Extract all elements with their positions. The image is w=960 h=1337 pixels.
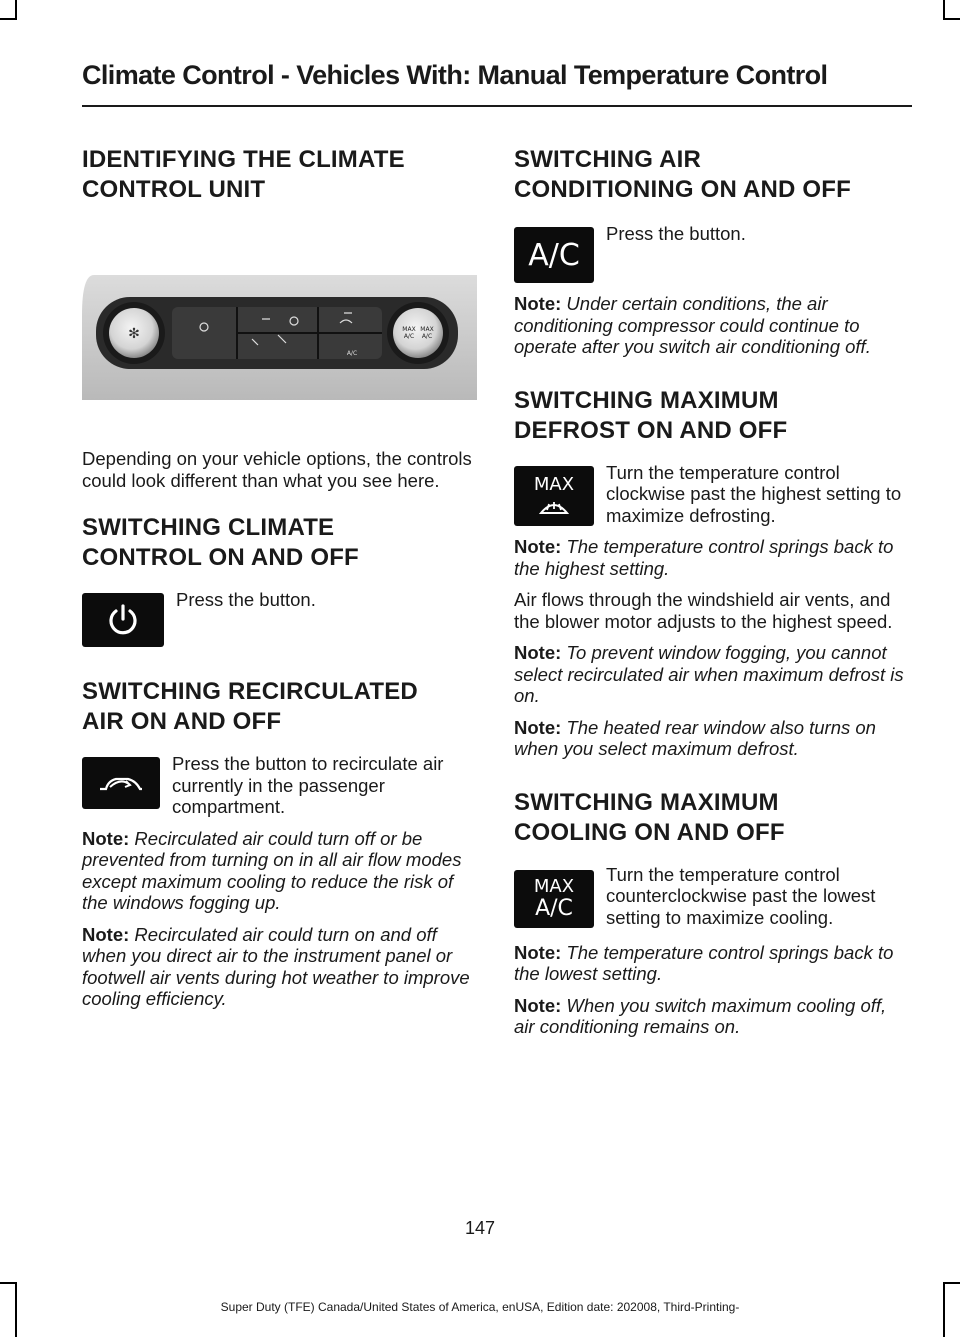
page-number: 147 — [464, 1218, 496, 1238]
crop-mark — [15, 0, 17, 20]
footer-edition-text: Super Duty (TFE) Canada/United States of America, enUSA, Edition date: 202008, Third-Printing- — [220, 1300, 740, 1314]
section-heading-cooling: SWITCHING MAXIMUM COOLING ON AND OFF — [514, 788, 785, 846]
svg-text:✻: ✻ — [128, 326, 140, 342]
defrost-body: Turn the temperature control clockwise past the highest setting to maximize defrosting. — [606, 461, 902, 526]
svg-text:A/C: A/C — [421, 333, 433, 340]
defrost-note-1: Note: The temperature control springs back to the highest setting. — [514, 536, 894, 579]
section-heading-recirc: SWITCHING RECIRCULATED AIR ON AND OFF — [82, 678, 418, 735]
section-heading-ac: SWITCHING AIR CONDITIONING ON AND OFF — [514, 146, 852, 203]
climate-control-panel-illustration — [82, 275, 477, 400]
defrost-para: Air flows through the windshield air vents, and the blower motor adjusts to the highest speed. — [514, 589, 893, 632]
identify-body: Depending on your vehicle options, the controls could look different than what you see here. — [82, 448, 472, 491]
svg-text:A/C: A/C — [403, 333, 415, 340]
recirc-note-2: Note: Recirculated air could turn on and off when you direct air to the instrument panel or footwell air vents during hot weather to improve cooling efficiency. — [82, 923, 470, 1009]
ac-body: Press the button. — [606, 223, 746, 244]
cooling-note-2: Note: When you switch maximum cooling off, air conditioning remains on. — [514, 994, 887, 1037]
crop-mark — [0, 1282, 16, 1284]
page-header-title: Climate Control - Vehicles With: Manual Temperature Control — [82, 60, 828, 90]
ac-icon: A/C — [514, 227, 594, 283]
max-ac-icon: MAX A/C — [514, 870, 594, 928]
cooling-body: Turn the temperature control counterclockwise past the lowest setting to maximize cooling. — [606, 863, 876, 928]
header-rule — [82, 105, 912, 107]
section-heading-defrost: SWITCHING MAXIMUM DEFROST ON AND OFF — [514, 386, 788, 444]
crop-mark — [0, 18, 16, 20]
crop-mark — [943, 0, 945, 20]
section-heading-climate: SWITCHING CLIMATE CONTROL ON AND OFF — [82, 514, 359, 571]
defrost-row — [514, 462, 909, 527]
max-defrost-icon: MAX — [514, 466, 594, 526]
ac-note: Note: Under certain conditions, the air conditioning compressor could continue to operate after you switch air conditioning off. — [514, 293, 871, 357]
section-heading-identify: IDENTIFYING THE CLIMATE CONTROL UNIT — [82, 146, 405, 203]
recirc-body: Press the button to recirculate air currently in the passenger compartment. — [172, 753, 444, 817]
defrost-note-3: Note: The heated rear window also turns on when you select maximum defrost. — [514, 716, 876, 759]
left-column — [82, 145, 477, 1020]
recirc-note-1: Note: Recirculated air could turn off or be prevented from turning on in all air flow modes except maximum cooling to reduce the risk of the windows fogging up. — [82, 827, 462, 913]
climate-power-row — [82, 589, 477, 647]
defrost-note-2: Note: To prevent window fogging, you cannot select recirculated air when maximum defrost is on. — [514, 642, 904, 706]
crop-mark — [944, 18, 960, 20]
svg-text:MAX: MAX — [402, 326, 416, 333]
cooling-row — [514, 864, 909, 932]
crop-mark — [944, 1282, 960, 1284]
ac-row — [514, 223, 909, 283]
recirc-row — [82, 753, 477, 818]
svg-text:MAX: MAX — [420, 326, 434, 333]
cooling-note-1: Note: The temperature control springs back to the lowest setting. — [514, 941, 894, 984]
svg-text:A/C: A/C — [346, 350, 358, 357]
power-icon — [82, 593, 164, 647]
right-column — [514, 145, 909, 1048]
climate-body: Press the button. — [176, 589, 316, 610]
recirculation-icon — [82, 757, 160, 809]
